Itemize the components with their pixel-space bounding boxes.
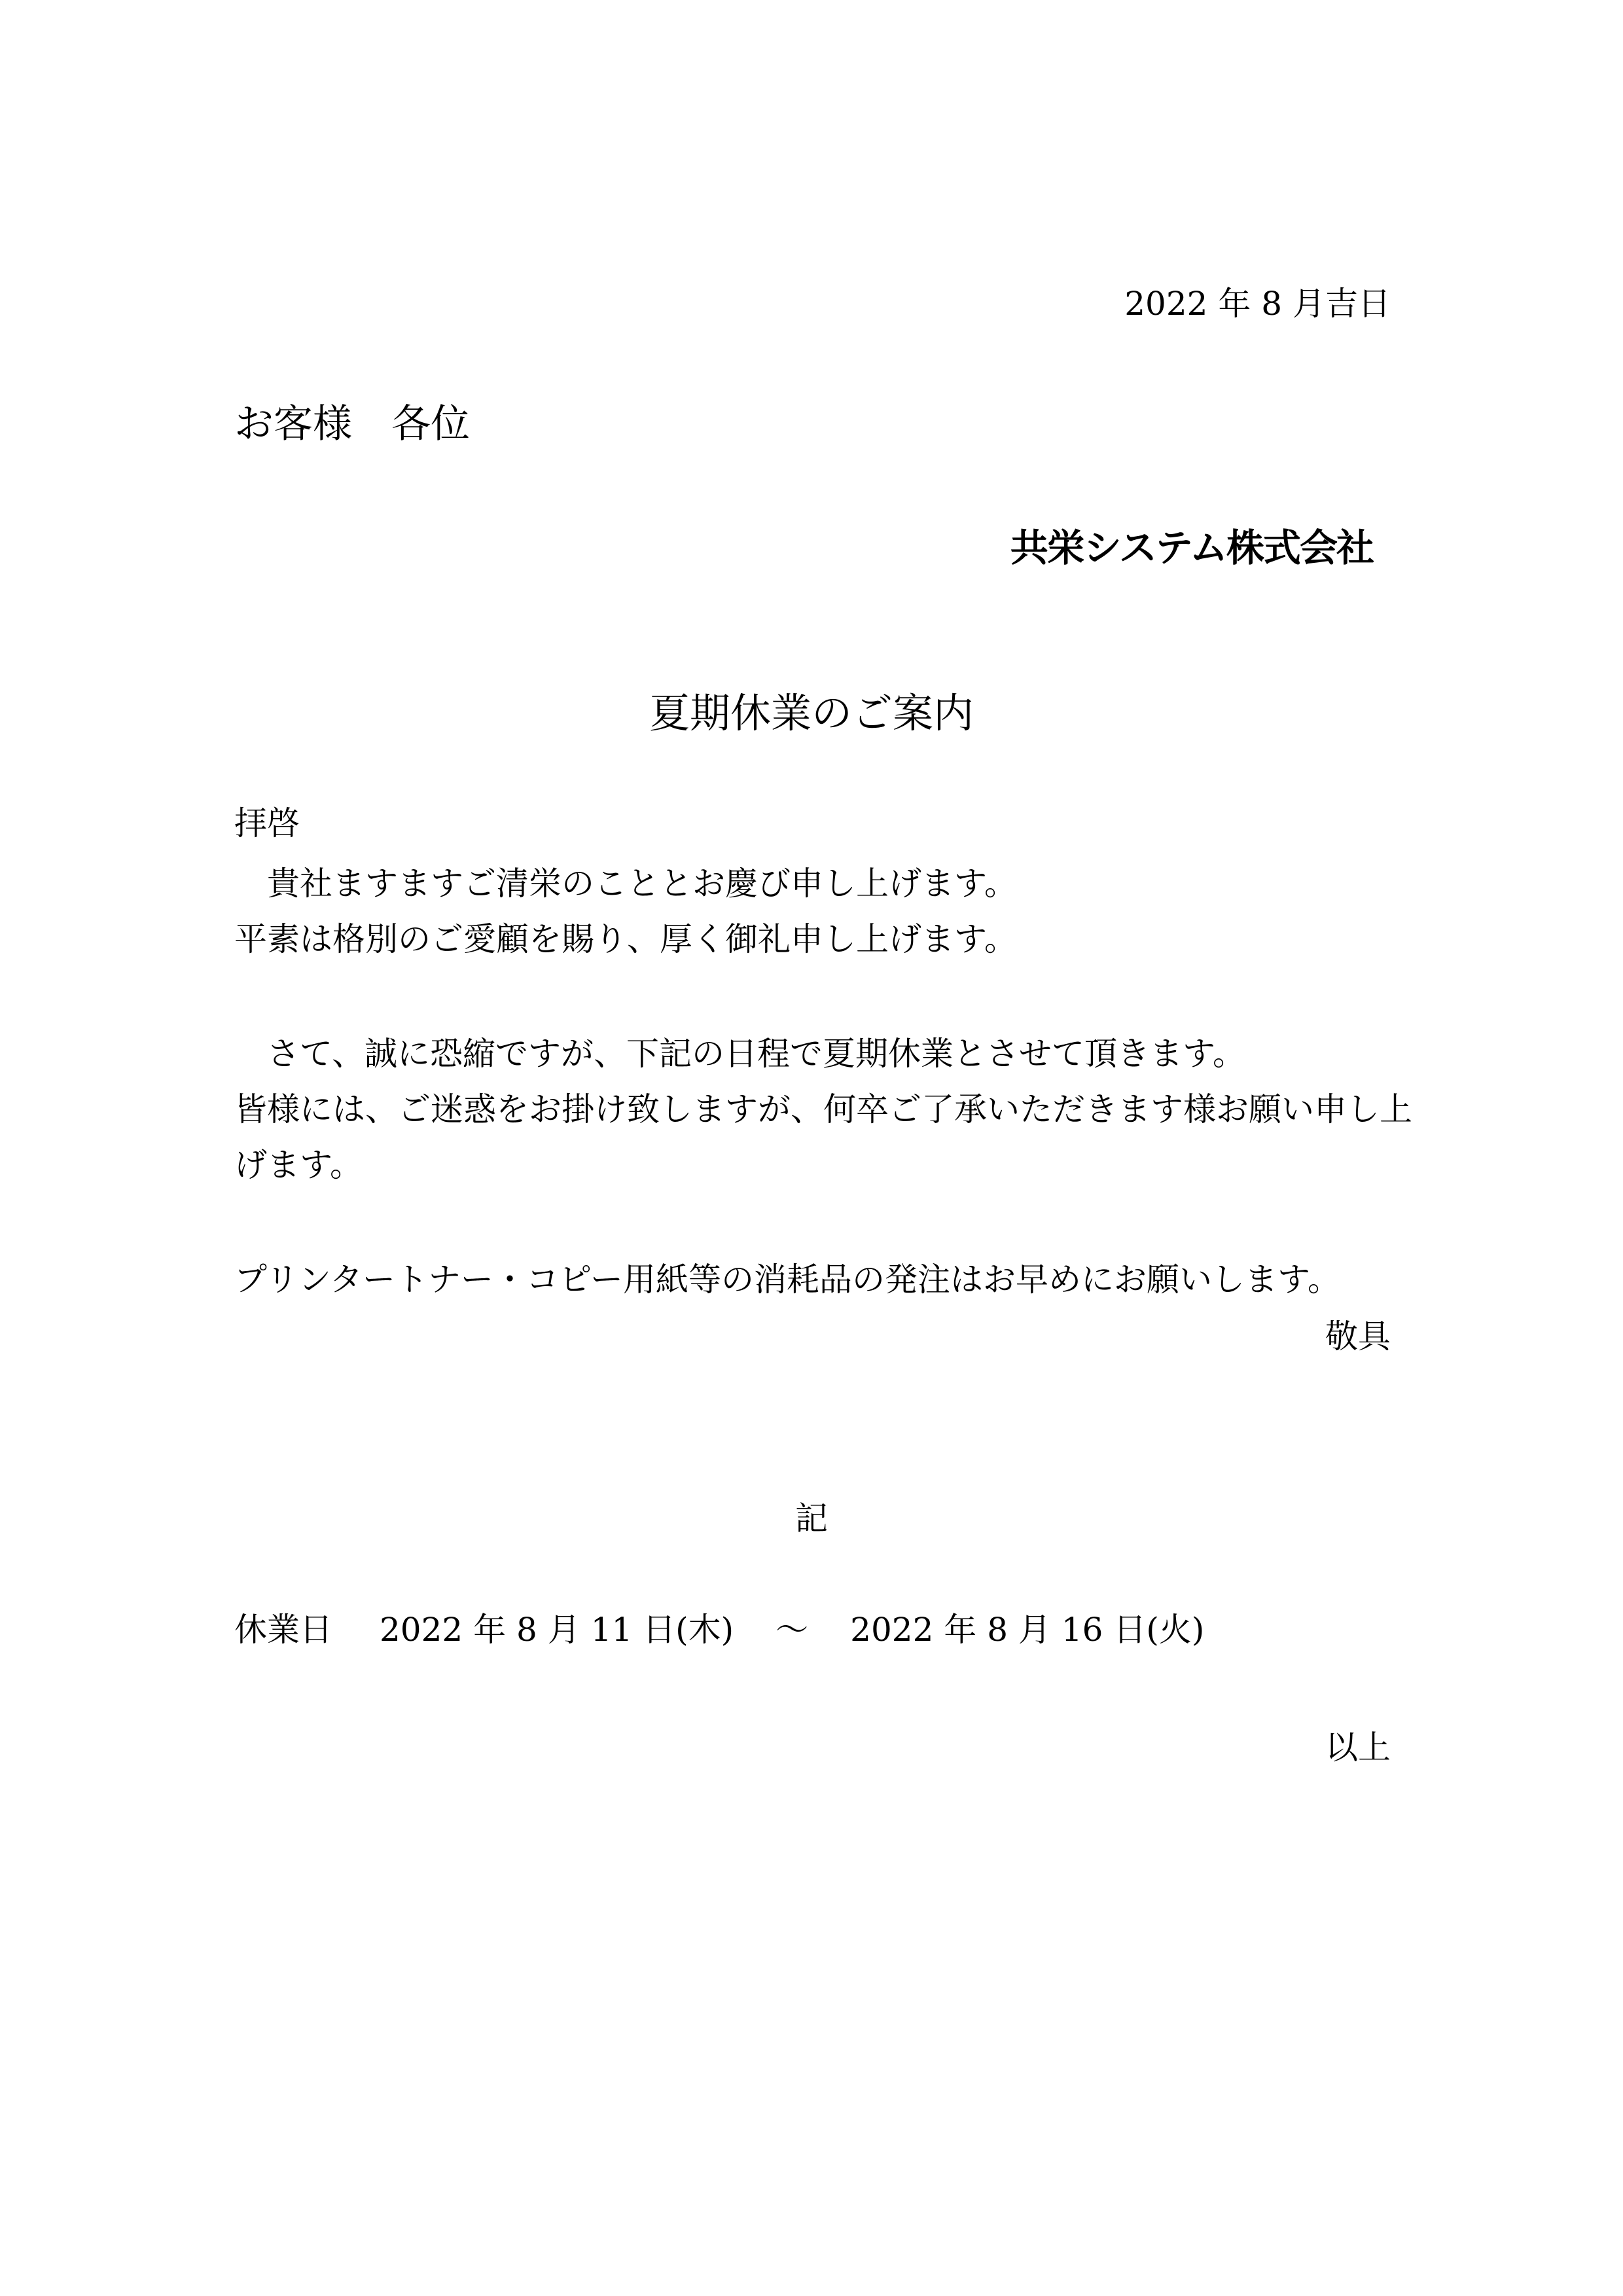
company-logo: 共栄システム株式会社 [1010,526,1373,570]
paragraph3: プリンタートナー・コピー用紙等の消耗品の発注はお早めにお願いします。 [234,1261,1340,1299]
holiday-end: 2022 年 8 月 16 日(火) [850,1611,1205,1649]
document-date: 2022 年 8 月吉日 [1124,285,1391,323]
end-mark: 以上 [1325,1729,1391,1767]
page-title: 夏期休業のご案内 [649,689,974,737]
paragraph1-line2: 平素は格別のご愛顧を賜り、厚く御礼申し上げます。 [234,920,1017,958]
paragraph2-line2: 皆様には、ご迷惑をお掛け致しますが、何卒ご了承いただきます様お願い申し上 [234,1090,1412,1128]
paragraph2-line3: げます。 [234,1146,363,1184]
holiday-separator: ～ [776,1611,809,1649]
holiday-label: 休業日 [234,1611,332,1649]
holiday-period [234,1604,1204,1651]
greeting: 拝啓 [234,804,300,842]
closing-keigu: 敬具 [1325,1318,1391,1355]
ki-heading: 記 [795,1499,828,1537]
paragraph2-line1: さて、誠に恐縮ですが、下記の日程で夏期休業とさせて頂きます。 [234,1035,1245,1073]
holiday-start: 2022 年 8 月 11 日(木) [380,1611,734,1649]
paragraph1-line1: 貴社ますますご清栄のこととお慶び申し上げます。 [234,865,1017,903]
recipient-line: お客様 各位 [234,401,470,447]
